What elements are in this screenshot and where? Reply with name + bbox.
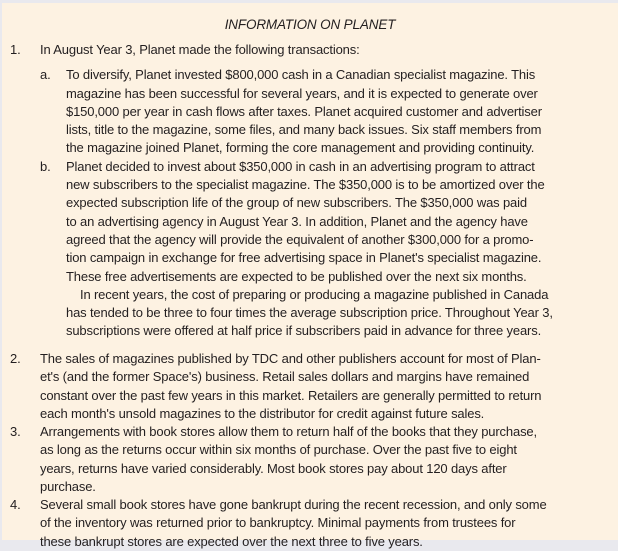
item-number: 2. (10, 351, 21, 366)
subitem-text-line: to an advertising agency in August Year 3. In addition, Planet and the agency have (66, 213, 528, 229)
item-text-line: Several small book stores have gone bankrupt during the recent recession, and only some (40, 497, 547, 512)
document-page (2, 3, 618, 549)
item-number: 4. (10, 497, 21, 512)
subitem-text-line: These free advertisements are expected to be published over the next six months. (66, 268, 527, 284)
subitem-text-line: Planet decided to invest about $350,000 in cash in an advertising program to attract (66, 158, 535, 174)
item-text-line: as long as the returns occur within six months of purchase. Over the past five to eight (40, 442, 517, 458)
item-text-line: of the inventory was returned prior to bankruptcy. Minimal payments from trustees for (40, 515, 516, 531)
subitem-label: a. (40, 67, 51, 83)
item-text-line: years, returns have varied considerably. Most book stores pay about 120 days after (40, 460, 507, 476)
subitem-text-line: the magazine joined Planet, forming the core management and providing continuity. (66, 140, 535, 156)
item-text-line: et's (and the former Space's) business. Retail sales dollars and margins have remained (40, 369, 530, 385)
item-text-line: Arrangements with book stores allow them to return half of the books that they purchase, (40, 424, 537, 439)
item-text-line: each month's unsold magazines to the distributor for credit against future sales. (40, 405, 485, 421)
subitem-text-line: To diversify, Planet invested $800,000 cash in a Canadian specialist magazine. This (66, 67, 536, 83)
subitem-text-line: lists, title to the magazine, some files, and many back issues. Six staff members from (66, 122, 542, 138)
item-text-line: constant over the past few years in this market. Retailers are generally permitted to return (40, 387, 542, 403)
subitem-text-line: subscriptions were offered at half price if subscribers paid in advance for three years. (66, 323, 542, 339)
item-number: 1. (10, 42, 21, 57)
subitem-text-line: agreed that the agency will provide the equivalent of another $300,000 for a promo- (66, 231, 534, 247)
subitem-text-line: has tended to be three to four times the average subscription price. Throughout Year 3, (66, 305, 553, 321)
subitem-text-line: In recent years, the cost of preparing or producing a magazine published in Canada (80, 286, 549, 302)
subitem-label: b. (40, 158, 51, 174)
subitem-text-line: tion campaign in exchange for free advertising space in Planet's specialist magazine. (66, 250, 542, 266)
subitem-text-line: $150,000 per year in cash flows after taxes. Planet acquired customer and advertiser (66, 103, 542, 119)
item-text-line: these bankrupt stores are expected over the next three to five years. (40, 533, 423, 549)
subitem-text-line: expected subscription life of the group of new subscribers. The $350,000 was paid (66, 195, 527, 211)
item-number: 3. (10, 424, 21, 439)
subitem-text-line: magazine has been successful for several years, and it is expected to generate over (66, 85, 538, 101)
item-text-line: purchase. (40, 478, 96, 494)
subitem-text-line: new subscribers to the specialist magazine. The $350,000 is to be amortized over the (66, 177, 545, 193)
subitem-a (40, 66, 553, 157)
subitem-b (40, 158, 553, 341)
document-title: INFORMATION ON PLANET (224, 17, 396, 32)
item-text-line: The sales of magazines published by TDC and other publishers account for most of Plan- (40, 351, 541, 366)
item-text-line: In August Year 3, Planet made the following transactions: (40, 42, 360, 57)
